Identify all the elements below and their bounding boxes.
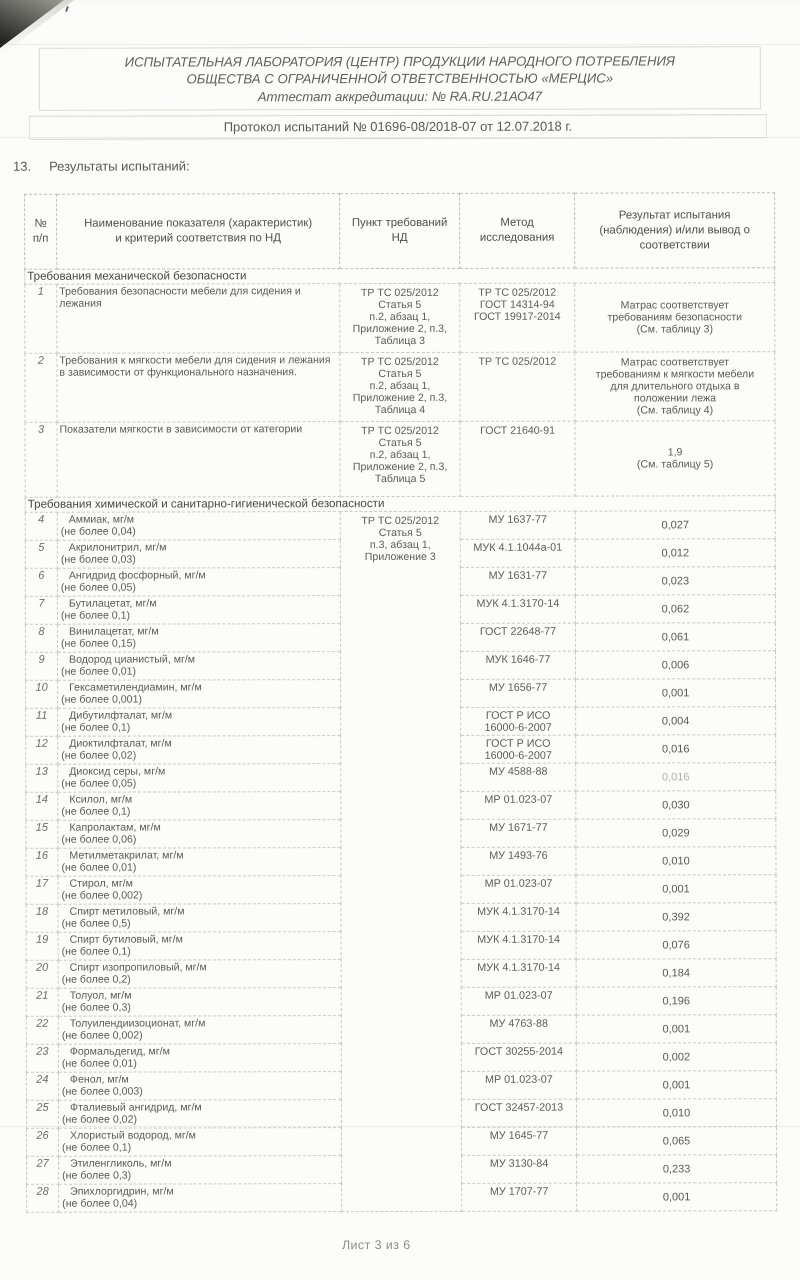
test-method: МУ 1493-76 [461, 847, 576, 875]
lab-name-line1: ИСПЫТАТЕЛЬНАЯ ЛАБОРАТОРИЯ (ЦЕНТР) ПРОДУКЦИИ НАРОДНОГО ПОТРЕБЛЕНИЯ [124, 53, 675, 70]
table-header-row [25, 193, 775, 270]
test-method: МУК 1646-77 [461, 651, 576, 679]
substance-limit: (не более 0,3) [62, 1169, 132, 1182]
substance-name: Бутилацетат, мг/м [68, 597, 157, 610]
document-header [39, 46, 761, 111]
protocol-title: Протокол испытаний № 01696-08/2018-07 от 12.07.2018 г. [29, 114, 767, 140]
test-result: 0,392 [576, 903, 776, 931]
row-number: 17 [26, 876, 58, 904]
row-number: 21 [26, 988, 58, 1016]
requirement-clause-merged: ТР ТС 025/2012 Статья 5 п.3, абзац 1, Приложение 3 [340, 512, 461, 1212]
test-method: ГОСТ 22648-77 [460, 623, 575, 651]
row-number: 16 [26, 848, 58, 876]
row-number: 8 [25, 624, 57, 652]
test-result: 0,196 [576, 987, 776, 1015]
substance-name: Водород цианистый, мг/м [69, 653, 196, 666]
substance-name: Метилметакрилат, мг/м [69, 849, 184, 862]
substance-name: Диоктилфталат, мг/м [69, 737, 172, 750]
substance-limit: (не более 0,002) [61, 1029, 143, 1042]
test-method: МУК 4.1.3170-14 [461, 959, 576, 987]
test-method: МР 01.023-07 [461, 1071, 576, 1099]
indicator-name [58, 960, 341, 989]
test-result: 0,029 [576, 819, 776, 847]
test-method: МУ 1631-77 [460, 567, 575, 595]
row-number: 28 [27, 1184, 59, 1212]
substance-name: Формальдегид, мг/м [69, 1045, 170, 1058]
section-label: Результаты испытаний: [49, 158, 190, 174]
section-chemical [25, 496, 775, 513]
test-result: 1,9 (См. таблицу 5) [575, 421, 775, 496]
section-mechanical-label: Требования механической безопасности [25, 268, 775, 285]
substance-limit: (не более 0,002) [61, 889, 143, 902]
requirement-clause: ТР ТС 025/2012 Статья 5 п.2, абзац 1, Приложение 2, п.3, Таблица 4 [340, 353, 460, 422]
test-method: ТР ТС 025/2012 ГОСТ 14314-94 ГОСТ 19917-2014 [460, 283, 575, 352]
row-number: 27 [27, 1156, 59, 1184]
col-header-punkt: Пункт требований НД [340, 194, 460, 269]
substance-limit: (не более 0,1) [61, 721, 131, 734]
test-method: ГОСТ Р ИСО 16000-6-2007 [461, 735, 576, 763]
section-number: 13. [12, 159, 32, 175]
row-number: 11 [26, 708, 58, 736]
substance-limit: (не более 0,3) [61, 1001, 131, 1014]
indicator-name [58, 1072, 341, 1101]
test-result: 0,016 [576, 735, 776, 763]
substance-name: Этиленгликоль, мг/м [70, 1157, 172, 1170]
test-method: МУ 1671-77 [461, 819, 576, 847]
accreditation-line: Аттестат аккредитации: № RA.RU.21АО47 [257, 88, 542, 105]
row-number: 12 [26, 736, 58, 764]
test-result: 0,233 [577, 1155, 777, 1183]
col-header-result: Результат испытания (наблюдения) и/или вывод о соответствии [575, 193, 775, 268]
indicator-name: Показатели мягкости в зависимости от категории [57, 422, 340, 498]
substance-name: Диоксид серы, мг/м [69, 765, 166, 778]
substance-name: Аммиак, мг/м [68, 513, 135, 526]
substance-name: Фталиевый ангидрид, мг/м [69, 1101, 202, 1114]
substance-name: Фенол, мг/м [69, 1073, 129, 1086]
test-method: МУ 3130-84 [462, 1155, 577, 1183]
indicator-name: Требования безопасности мебели для сидения и лежания [57, 284, 340, 354]
test-result: 0,001 [576, 875, 776, 903]
indicator-name [58, 1044, 341, 1073]
indicator-name [58, 820, 341, 849]
row-number: 19 [26, 932, 58, 960]
substance-limit: (не более 0,01) [61, 861, 137, 874]
substance-limit: (не более 0,04) [60, 525, 136, 538]
indicator-name [57, 624, 340, 653]
indicator-name [57, 512, 340, 541]
substance-name: Толуилендиизоционат, мг/м [69, 1017, 206, 1030]
test-method: ГОСТ 21640-91 [460, 421, 575, 496]
substance-limit: (не более 0,2) [61, 973, 131, 986]
row-number: 15 [26, 820, 58, 848]
test-result: 0,010 [576, 847, 776, 875]
substance-limit: (не более 0,01) [61, 1057, 137, 1070]
row-number: 10 [26, 680, 58, 708]
test-method: МУК 4.1.1044а-01 [460, 539, 575, 567]
substance-limit: (не более 0,04) [62, 1197, 138, 1210]
test-result: 0,001 [576, 1071, 776, 1099]
row-number: 9 [26, 652, 58, 680]
substance-limit: (не более 0,03) [60, 553, 136, 566]
table-row [25, 421, 775, 498]
test-result: 0,030 [576, 791, 776, 819]
indicator-name [59, 1184, 342, 1213]
test-method: МУ 4763-88 [461, 1015, 576, 1043]
section-mechanical [25, 268, 775, 285]
substance-name: Спирт бутиловый, мг/м [69, 933, 183, 946]
row-number: 18 [26, 904, 58, 932]
substance-limit: (не более 0,003) [61, 1085, 143, 1098]
row-number: 26 [27, 1128, 59, 1156]
test-method: МР 01.023-07 [461, 987, 576, 1015]
substance-limit: (не более 0,01) [61, 665, 137, 678]
substance-name: Капролактам, мг/м [69, 821, 161, 834]
test-result: 0,010 [576, 1099, 776, 1127]
indicator-name [58, 904, 341, 933]
test-method: МУ 1645-77 [462, 1127, 577, 1155]
substance-name: Ангидрид фосфорный, мг/м [68, 569, 206, 582]
section-heading [13, 157, 799, 174]
indicator-name: Требования к мягкости мебели для сидения и лежания в зависимости от функционального назначения. [57, 353, 340, 423]
row-number: 24 [26, 1072, 58, 1100]
col-header-method: Метод исследования [460, 193, 575, 268]
test-result: 0,184 [576, 959, 776, 987]
substance-limit: (не более 0,05) [60, 581, 136, 594]
substance-limit: (не более 0,15) [60, 637, 136, 650]
test-result: 0,062 [575, 595, 775, 623]
substance-name: Дибутилфталат, мг/м [69, 709, 173, 722]
indicator-name [58, 708, 341, 737]
results-tbody [25, 268, 777, 1213]
substance-limit: (не более 0,05) [61, 777, 137, 790]
test-method: ТР ТС 025/2012 [460, 352, 575, 421]
test-method: МУК 4.1.3170-14 [461, 931, 576, 959]
test-method: ГОСТ 32457-2013 [461, 1099, 576, 1127]
results-table [24, 192, 777, 1213]
col-header-num: № п/п [25, 194, 57, 269]
row-number: 3 [25, 422, 57, 497]
indicator-name [58, 876, 341, 905]
indicator-name [58, 1100, 341, 1129]
indicator-name [59, 1156, 342, 1185]
substance-limit: (не более 0,1) [62, 1141, 132, 1154]
scan-speck [65, 6, 69, 12]
indicator-name [58, 988, 341, 1017]
indicator-name [57, 596, 340, 625]
indicator-name [58, 932, 341, 961]
substance-limit: (не более 0,5) [61, 917, 131, 930]
test-result: 0,002 [576, 1043, 776, 1071]
indicator-name [58, 764, 341, 793]
indicator-name [58, 680, 341, 709]
substance-name: Спирт метиловый, мг/м [69, 905, 185, 918]
row-number: 4 [25, 512, 57, 540]
row-number: 6 [25, 568, 57, 596]
substance-limit: (не более 0,1) [61, 805, 131, 818]
test-result: 0,061 [575, 623, 775, 651]
col-header-name: Наименование показателя (характеристик) и критерий соответствия по НД [57, 194, 340, 270]
page-number: Лист 3 из 6 [341, 1238, 411, 1253]
test-result: 0,076 [576, 931, 776, 959]
test-method: ГОСТ Р ИСО 16000-6-2007 [461, 707, 576, 735]
row-number: 13 [26, 764, 58, 792]
test-result: 0,012 [575, 539, 775, 567]
row-number: 20 [26, 960, 58, 988]
indicator-name [58, 792, 341, 821]
table-row [25, 352, 775, 423]
indicator-name [58, 848, 341, 877]
test-result: 0,065 [577, 1127, 777, 1155]
substance-name: Спирт изопропиловый, мг/м [69, 961, 207, 974]
substance-limit: (не более 0,06) [61, 833, 137, 846]
test-result: 0,023 [575, 567, 775, 595]
indicator-name [57, 540, 340, 569]
substance-name: Хлористый водород, мг/м [70, 1129, 196, 1142]
test-method: МУ 4588-88 [461, 763, 576, 791]
indicator-name [57, 568, 340, 597]
indicator-name [59, 1128, 342, 1157]
test-result: 0,016 [576, 763, 776, 791]
test-method: МР 01.023-07 [461, 875, 576, 903]
requirement-clause: ТР ТС 025/2012 Статья 5 п.2, абзац 1, Приложение 2, п.3, Таблица 5 [340, 422, 460, 497]
indicator-name [58, 652, 341, 681]
substance-limit: (не более 0,1) [61, 945, 131, 958]
test-result: 0,006 [576, 651, 776, 679]
substance-name: Эпихлоргидрин, мг/м [70, 1185, 174, 1198]
table-row [25, 511, 775, 541]
row-number: 2 [25, 353, 57, 422]
test-method: МУ 1656-77 [461, 679, 576, 707]
substance-name: Ксилол, мг/м [69, 793, 133, 806]
test-result: 0,001 [576, 1015, 776, 1043]
row-number: 7 [25, 596, 57, 624]
test-result: 0,001 [576, 679, 776, 707]
test-result: 0,004 [576, 707, 776, 735]
row-number: 23 [26, 1044, 58, 1072]
substance-limit: (не более 0,02) [61, 749, 137, 762]
test-method: МУК 4.1.3170-14 [460, 595, 575, 623]
substance-limit: (не более 0,1) [60, 609, 131, 622]
test-result: Матрас соответствует требованиям безопасности (См. таблицу 3) [575, 283, 775, 352]
table-row [25, 283, 775, 354]
substance-name: Акрилонитрил, мг/м [68, 541, 167, 554]
row-number: 22 [26, 1016, 58, 1044]
substance-name: Стирол, мг/м [69, 877, 133, 890]
row-number: 25 [26, 1100, 58, 1128]
row-number: 1 [25, 284, 57, 353]
test-method: ГОСТ 30255-2014 [461, 1043, 576, 1071]
lab-name-line2: ОБЩЕСТВА С ОГРАНИЧЕННОЙ ОТВЕТСТВЕННОСТЬЮ «МЕРЦИС» [186, 70, 614, 87]
test-method: МУК 4.1.3170-14 [461, 903, 576, 931]
substance-name: Винилацетат, мг/м [68, 625, 159, 638]
section-chemical-label: Требования химической и санитарно-гигиенической безопасности [25, 496, 775, 513]
test-method: МР 01.023-07 [461, 791, 576, 819]
substance-name: Гексаметилендиамин, мг/м [69, 681, 202, 694]
scan-streak [0, 44, 800, 45]
test-result: 0,001 [577, 1183, 777, 1211]
test-method: МУ 1707-77 [462, 1183, 577, 1211]
test-result: Матрас соответствует требованиям к мягкости мебели для длительного отдыха в положении лежа (См. таблицу 4) [575, 352, 775, 421]
substance-limit: (не более 0,02) [61, 1113, 137, 1126]
substance-name: Толуол, мг/м [69, 989, 132, 1002]
requirement-clause: ТР ТС 025/2012 Статья 5 п.2, абзац 1, Приложение 2, п.3, Таблица 3 [340, 284, 460, 353]
indicator-name [58, 736, 341, 765]
test-method: МУ 1637-77 [460, 511, 575, 539]
indicator-name [58, 1016, 341, 1045]
row-number: 5 [25, 540, 57, 568]
row-number: 14 [26, 792, 58, 820]
test-result: 0,027 [575, 511, 775, 539]
substance-limit: (не более 0,001) [61, 693, 143, 706]
